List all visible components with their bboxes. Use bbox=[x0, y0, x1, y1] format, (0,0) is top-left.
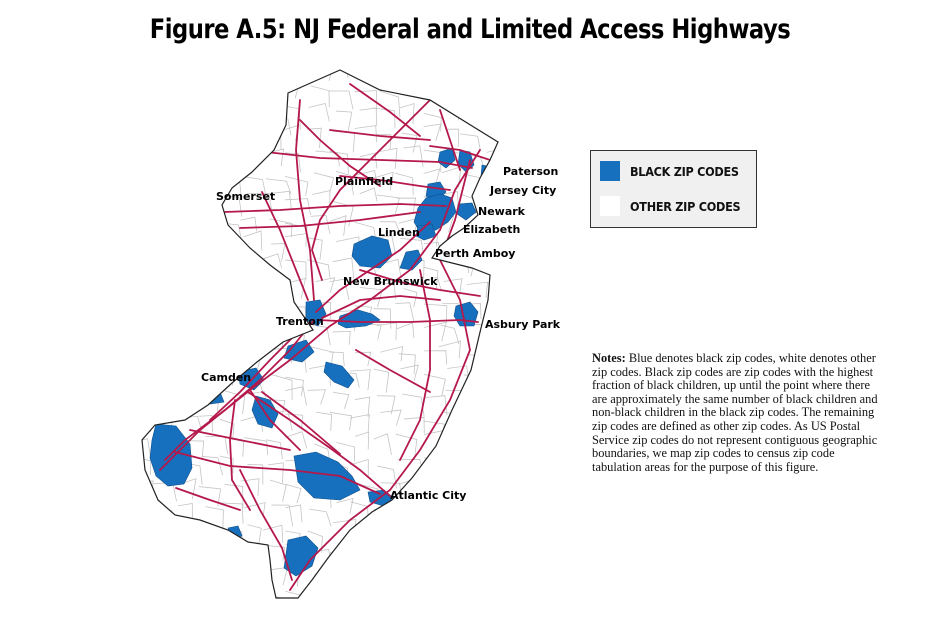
zip-border-segment bbox=[179, 82, 195, 98]
zip-border-segment bbox=[153, 221, 168, 237]
zip-border-segment bbox=[132, 156, 151, 175]
zip-border-segment bbox=[153, 236, 170, 258]
zip-border-segment bbox=[243, 106, 264, 124]
zip-border-segment bbox=[285, 69, 301, 89]
zip-border-segment bbox=[467, 544, 481, 563]
zip-border-segment bbox=[135, 63, 149, 80]
zip-border-segment bbox=[244, 304, 260, 324]
zip-border-segment bbox=[424, 575, 441, 596]
zip-border-segment bbox=[205, 246, 222, 264]
zip-border-segment bbox=[461, 395, 482, 415]
zip-border-segment bbox=[179, 354, 201, 373]
zip-border-segment bbox=[467, 84, 482, 98]
zip-border-segment bbox=[183, 566, 203, 585]
zip-border-segment bbox=[224, 260, 252, 276]
zip-border-segment bbox=[134, 312, 151, 330]
zip-border-segment bbox=[199, 286, 215, 306]
zip-border-segment bbox=[240, 90, 258, 114]
zip-border-segment bbox=[396, 574, 415, 588]
zip-border-segment bbox=[202, 527, 218, 550]
zip-border-segment bbox=[424, 584, 443, 598]
zip-border-segment bbox=[225, 566, 243, 583]
zip-border-segment bbox=[202, 133, 217, 147]
zip-border-segment bbox=[205, 102, 222, 115]
zip-border-segment bbox=[510, 437, 535, 460]
zip-border-segment bbox=[139, 507, 161, 527]
zip-border-segment bbox=[202, 59, 221, 80]
zip-border-segment bbox=[247, 328, 266, 346]
zip-border-segment bbox=[153, 82, 175, 100]
zip-border-segment bbox=[137, 219, 160, 234]
city-asbury-park: Asbury Park bbox=[485, 318, 561, 331]
zip-border-segment bbox=[130, 125, 149, 139]
zip-border-segment bbox=[333, 593, 354, 609]
zip-border-segment bbox=[492, 86, 506, 104]
zip-border-segment bbox=[337, 572, 356, 588]
zip-border-segment bbox=[224, 78, 241, 95]
zip-border-segment bbox=[464, 575, 484, 594]
zip-border-segment bbox=[424, 549, 442, 565]
zip-border-segment bbox=[219, 148, 241, 166]
zip-border-segment bbox=[240, 280, 263, 295]
zip-border-segment bbox=[181, 329, 203, 346]
zip-border-segment bbox=[482, 572, 504, 592]
zip-border-segment bbox=[355, 530, 378, 555]
zip-border-segment bbox=[138, 105, 159, 123]
zip-border-segment bbox=[176, 267, 194, 288]
zip-border-segment bbox=[199, 547, 223, 571]
zip-border-segment bbox=[487, 103, 505, 120]
zip-border-segment bbox=[441, 463, 462, 480]
zip-border-segment bbox=[464, 501, 487, 519]
zip-border-segment bbox=[182, 180, 201, 194]
zip-border-segment bbox=[174, 155, 193, 176]
zip-border-segment bbox=[181, 58, 201, 72]
legend-label: BLACK ZIP CODES bbox=[630, 163, 739, 179]
zip-border-segment bbox=[467, 415, 486, 436]
zip-border-segment bbox=[401, 509, 416, 528]
city-perth-amboy: Perth Amboy bbox=[435, 247, 516, 260]
legend-label: OTHER ZIP CODES bbox=[630, 198, 741, 214]
notes-lead: Notes: bbox=[592, 351, 626, 365]
zip-border-segment bbox=[513, 263, 534, 289]
city-plainfield: Plainfield bbox=[335, 175, 394, 188]
zip-border-segment bbox=[506, 89, 523, 110]
zip-border-segment bbox=[132, 282, 150, 302]
zip-border-segment bbox=[133, 167, 153, 181]
zip-border-segment bbox=[350, 549, 368, 572]
zip-border-segment bbox=[467, 480, 483, 498]
zip-border-segment bbox=[355, 567, 378, 588]
legend-item-other-zip-codes bbox=[600, 196, 753, 216]
zip-border-segment bbox=[137, 352, 160, 373]
zip-border-segment bbox=[444, 550, 470, 566]
city-elizabeth: Elizabeth bbox=[463, 223, 521, 236]
zip-border-segment bbox=[487, 507, 506, 525]
zip-border-segment bbox=[269, 87, 285, 107]
zip-border-segment bbox=[130, 386, 152, 403]
zip-border-segment bbox=[202, 593, 224, 612]
zip-border-segment bbox=[507, 551, 522, 567]
city-atlantic-city: Atlantic City bbox=[390, 489, 467, 502]
zip-border-segment bbox=[360, 63, 378, 83]
zip-border-segment bbox=[487, 375, 513, 395]
zip-border-segment bbox=[241, 551, 258, 570]
zip-border-segment bbox=[377, 61, 395, 75]
zip-border-segment bbox=[153, 374, 175, 394]
zip-border-segment bbox=[220, 322, 236, 343]
zip-border-segment bbox=[507, 481, 525, 502]
zip-border-segment bbox=[461, 465, 481, 489]
city-newark: Newark bbox=[478, 205, 525, 218]
zip-border-segment bbox=[219, 242, 241, 260]
legend-swatch-blue bbox=[600, 161, 620, 181]
zip-border-segment bbox=[136, 596, 161, 611]
zip-border-segment bbox=[225, 350, 246, 369]
zip-border-segment bbox=[153, 544, 171, 565]
zip-border-segment bbox=[439, 86, 458, 106]
zip-border-segment bbox=[514, 524, 536, 546]
zip-border-segment bbox=[510, 377, 533, 396]
zip-border-segment bbox=[482, 526, 505, 550]
zip-border-segment bbox=[442, 438, 469, 454]
zip-border-segment bbox=[176, 528, 202, 544]
zip-border-segment bbox=[139, 376, 160, 397]
zip-border-segment bbox=[247, 130, 260, 146]
zip-border-segment bbox=[447, 509, 463, 533]
city-linden: Linden bbox=[378, 226, 420, 239]
zip-border-segment bbox=[224, 130, 241, 150]
zip-border-segment bbox=[153, 301, 166, 321]
zip-border-segment bbox=[424, 504, 442, 522]
zip-border-segment bbox=[135, 196, 159, 218]
zip-border-segment bbox=[137, 91, 152, 108]
zip-border-segment bbox=[443, 574, 463, 592]
zip-border-segment bbox=[244, 566, 268, 581]
zip-border-segment bbox=[135, 324, 153, 344]
zip-border-segment bbox=[446, 525, 460, 539]
zip-border-segment bbox=[513, 58, 529, 77]
zip-border-segment bbox=[219, 106, 241, 121]
zip-border-segment bbox=[240, 150, 256, 169]
zip-border-segment bbox=[153, 283, 171, 301]
zip-border-segment bbox=[199, 342, 218, 358]
zip-border-segment bbox=[487, 591, 504, 609]
zip-border-segment bbox=[423, 61, 442, 77]
zip-border-segment bbox=[513, 330, 530, 344]
zip-border-segment bbox=[487, 455, 507, 471]
zip-border-segment bbox=[461, 596, 478, 615]
zip-border-segment bbox=[178, 375, 196, 399]
zip-border-segment bbox=[514, 464, 531, 482]
legend-swatch-white bbox=[600, 196, 620, 216]
zip-border-segment bbox=[402, 522, 418, 535]
zip-border-segment bbox=[264, 284, 281, 304]
zip-border-segment bbox=[178, 242, 202, 261]
zip-border-segment bbox=[350, 595, 369, 614]
zip-border-segment bbox=[153, 256, 167, 270]
zip-border-segment bbox=[513, 393, 529, 408]
zip-border-segment bbox=[460, 63, 479, 84]
zip-border-segment bbox=[131, 522, 151, 541]
zip-border-segment bbox=[464, 435, 482, 457]
zip-border-segment bbox=[220, 549, 243, 567]
zip-border-segment bbox=[441, 596, 460, 619]
zip-border-segment bbox=[510, 106, 529, 122]
zip-border-segment bbox=[202, 321, 222, 337]
zip-border-segment bbox=[153, 199, 170, 225]
zip-border-segment bbox=[198, 154, 221, 168]
zip-border-segment bbox=[153, 148, 170, 163]
zip-border-segment bbox=[202, 266, 227, 285]
zip-border-segment bbox=[487, 330, 513, 345]
zip-border-segment bbox=[461, 523, 482, 541]
zip-border-segment bbox=[198, 215, 216, 232]
zip-border-segment bbox=[482, 392, 498, 411]
zip-border-segment bbox=[179, 217, 202, 235]
zip-border-segment bbox=[153, 129, 175, 151]
zip-border-segment bbox=[377, 521, 392, 540]
zip-border-segment bbox=[225, 305, 247, 319]
zip-border-segment bbox=[247, 590, 273, 611]
zip-border-segment bbox=[394, 550, 415, 572]
page-title: Figure A.5: NJ Federal and Limited Access Highways bbox=[149, 14, 791, 45]
zip-border-segment bbox=[177, 104, 191, 125]
legend-item-black-zip-codes bbox=[600, 161, 751, 181]
zip-border-segment bbox=[424, 528, 442, 545]
zip-border-segment bbox=[206, 561, 222, 580]
zip-border-segment bbox=[153, 68, 172, 87]
zip-border-segment bbox=[154, 562, 171, 576]
zip-border-segment bbox=[205, 175, 221, 189]
zip-border-segment bbox=[482, 479, 496, 499]
city-new-brunswick: New Brunswick bbox=[343, 275, 438, 288]
notes-paragraph bbox=[592, 352, 882, 474]
city-somerset: Somerset bbox=[216, 190, 276, 203]
zip-border-segment bbox=[507, 417, 530, 437]
zip-border-segment bbox=[174, 288, 191, 305]
city-trenton: Trenton bbox=[276, 315, 324, 328]
zip-border-segment bbox=[313, 596, 332, 620]
zip-border-segment bbox=[176, 126, 201, 151]
zip-border-segment bbox=[424, 458, 443, 480]
zip-border-segment bbox=[381, 553, 399, 574]
zip-border-segment bbox=[153, 353, 176, 375]
zip-border-segment bbox=[514, 592, 535, 609]
zip-border-segment bbox=[153, 329, 181, 343]
city-paterson: Paterson bbox=[503, 165, 559, 178]
zip-border-segment bbox=[247, 264, 267, 284]
zip-border-segment bbox=[130, 261, 149, 277]
zip-border-segment bbox=[507, 350, 527, 375]
zip-border-segment bbox=[205, 300, 228, 316]
city-camden: Camden bbox=[201, 371, 252, 384]
zip-border-segment bbox=[487, 68, 506, 88]
zip-border-segment bbox=[492, 265, 513, 286]
zip-border-segment bbox=[175, 549, 195, 570]
zip-border-segment bbox=[507, 280, 530, 301]
zip-border-segment bbox=[247, 63, 262, 84]
zip-border-segment bbox=[487, 554, 505, 576]
zip-border-segment bbox=[397, 68, 423, 94]
zip-border-segment bbox=[153, 176, 169, 194]
zip-border-segment bbox=[267, 63, 282, 82]
zip-border-segment bbox=[220, 287, 238, 302]
zip-border-segment bbox=[183, 304, 202, 320]
zip-border-segment bbox=[132, 543, 152, 558]
city-jersey-city: Jersey City bbox=[490, 184, 557, 197]
zip-border-segment bbox=[377, 594, 390, 614]
zip-border-segment bbox=[330, 551, 350, 567]
zip-border-segment bbox=[219, 61, 242, 79]
zip-border-segment bbox=[198, 81, 219, 94]
zip-border-segment bbox=[506, 146, 521, 163]
zip-border-segment bbox=[397, 584, 416, 602]
zip-border-segment bbox=[220, 594, 244, 610]
zip-border-segment bbox=[154, 591, 172, 608]
map-legend bbox=[590, 150, 757, 228]
zip-border-segment bbox=[492, 347, 513, 360]
zip-border-segment bbox=[513, 132, 535, 152]
zip-border-segment bbox=[181, 201, 196, 220]
zip-border-segment bbox=[153, 527, 171, 544]
zip-border-segment bbox=[134, 573, 155, 595]
zip-border-segment bbox=[482, 437, 497, 454]
zip-border-segment bbox=[314, 574, 334, 593]
zip-border-segment bbox=[181, 591, 197, 611]
notes-text: Blue denotes black zip codes, white denotes other zip codes. Black zip codes are zip codes with the highest fraction of black children, up until the point where there are approximately the same number of black children and non-black children in the black zip codes. The remaining zip codes are defined as other zip codes. As US Postal Service zip codes do not represent contiguous geographic boundaries, we map zip codes to census zip code tabulation areas for the purpose of this figure. bbox=[592, 351, 878, 474]
zip-border-segment bbox=[510, 504, 530, 522]
zip-border-segment bbox=[153, 103, 171, 120]
zip-border-segment bbox=[440, 64, 460, 88]
zip-border-segment bbox=[138, 236, 152, 260]
zip-border-segment bbox=[487, 410, 508, 428]
zip-border-segment bbox=[374, 570, 394, 585]
zip-border-segment bbox=[176, 391, 192, 405]
zip-border-segment bbox=[153, 390, 176, 408]
zip-border-segment bbox=[510, 568, 528, 587]
